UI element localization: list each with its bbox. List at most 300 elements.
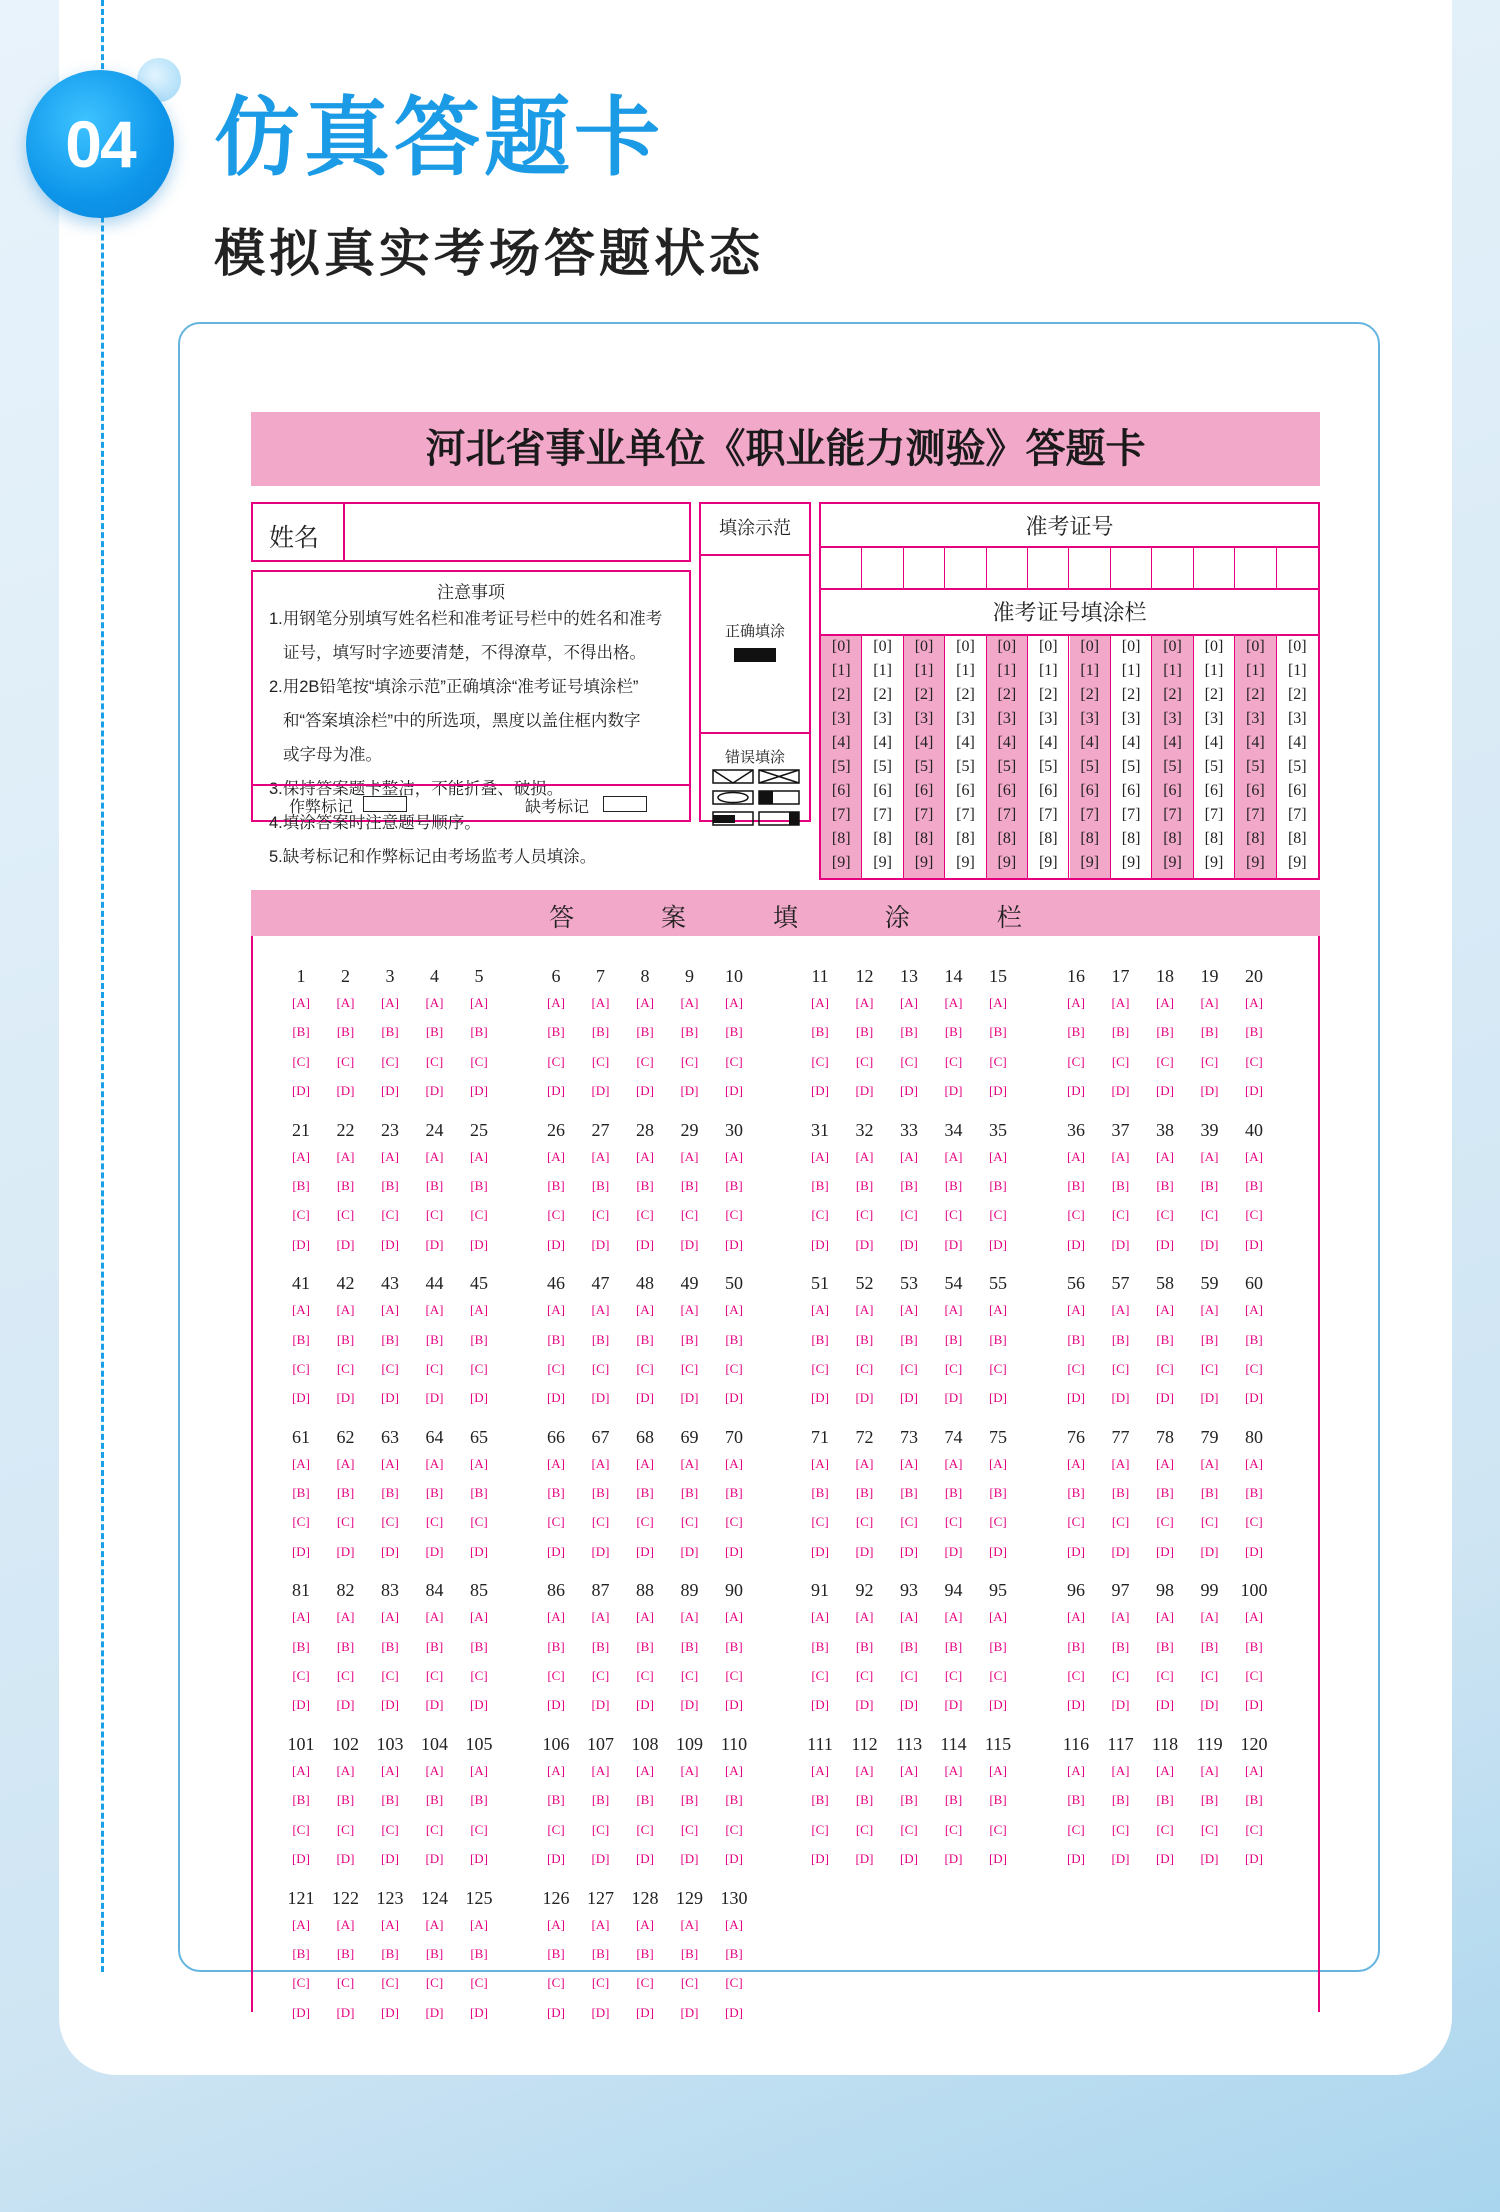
answer-option-bubble[interactable]: [C] — [591, 1360, 610, 1376]
answer-option-bubble[interactable]: [A] — [546, 1763, 566, 1778]
answer-option-bubble[interactable]: [C] — [381, 1207, 399, 1223]
answer-option-bubble[interactable]: [B] — [336, 1638, 355, 1654]
exam-id-bubble[interactable]: [7] — [1204, 806, 1224, 823]
answer-option-bubble[interactable]: [B] — [1067, 1331, 1085, 1347]
exam-id-bubble[interactable]: [0] — [831, 638, 851, 655]
exam-id-bubble[interactable]: [5] — [1287, 758, 1307, 775]
answer-option-bubble[interactable]: [A] — [680, 1455, 699, 1471]
answer-option-bubble[interactable]: [B] — [900, 1792, 918, 1808]
answer-option-bubble[interactable]: [B] — [944, 1177, 963, 1193]
answer-option-bubble[interactable]: [D] — [944, 1850, 963, 1866]
exam-id-bubble[interactable]: [4] — [1287, 734, 1307, 751]
answer-option-bubble[interactable]: [A] — [1111, 1763, 1130, 1778]
exam-id-bubble[interactable]: [9] — [1121, 854, 1141, 871]
answer-option-bubble[interactable]: [B] — [636, 1945, 654, 1961]
answer-option-bubble[interactable]: [D] — [336, 1236, 355, 1252]
exam-id-bubble[interactable]: [8] — [1121, 830, 1141, 847]
exam-id-bubble[interactable]: [0] — [956, 638, 975, 655]
answer-option-bubble[interactable]: [C] — [811, 1668, 829, 1683]
answer-option-bubble[interactable]: [D] — [899, 1390, 919, 1406]
answer-option-bubble[interactable]: [C] — [811, 1207, 829, 1223]
answer-option-bubble[interactable]: [B] — [591, 1638, 610, 1654]
exam-id-bubble[interactable]: [8] — [956, 830, 975, 847]
exam-id-bubble[interactable]: [1] — [914, 662, 934, 679]
answer-option-bubble[interactable]: [C] — [989, 1053, 1007, 1069]
exam-id-digit-cell[interactable] — [821, 548, 862, 588]
answer-option-bubble[interactable]: [C] — [470, 1207, 488, 1223]
answer-option-bubble[interactable]: [A] — [425, 995, 444, 1010]
exam-id-bubble[interactable]: [9] — [1163, 854, 1182, 871]
answer-option-bubble[interactable]: [B] — [1111, 1792, 1130, 1808]
answer-option-bubble[interactable]: [C] — [725, 1668, 743, 1683]
exam-id-bubble[interactable]: [8] — [873, 830, 892, 847]
answer-option-bubble[interactable]: [A] — [336, 1609, 355, 1625]
answer-option-bubble[interactable]: [A] — [899, 1763, 919, 1778]
answer-option-bubble[interactable]: [A] — [635, 1916, 655, 1932]
answer-option-bubble[interactable]: [A] — [855, 1609, 874, 1625]
exam-id-bubble[interactable]: [4] — [831, 734, 851, 751]
answer-option-bubble[interactable]: [A] — [944, 1763, 963, 1778]
answer-option-bubble[interactable]: [D] — [899, 1082, 919, 1098]
exam-id-bubble[interactable]: [0] — [1246, 638, 1265, 655]
answer-option-bubble[interactable]: [A] — [469, 1455, 489, 1471]
answer-option-bubble[interactable]: [C] — [547, 1207, 565, 1223]
answer-option-bubble[interactable]: [D] — [591, 1543, 610, 1559]
answer-option-bubble[interactable]: [C] — [989, 1207, 1007, 1223]
answer-option-bubble[interactable]: [B] — [381, 1485, 399, 1501]
answer-option-bubble[interactable]: [D] — [855, 1850, 874, 1866]
answer-option-bubble[interactable]: [D] — [546, 1697, 566, 1713]
exam-id-bubble[interactable]: [9] — [956, 854, 975, 871]
answer-option-bubble[interactable]: [A] — [724, 995, 744, 1010]
answer-option-bubble[interactable]: [D] — [988, 1082, 1008, 1098]
exam-id-bubble[interactable]: [7] — [1121, 806, 1141, 823]
answer-option-bubble[interactable]: [B] — [680, 1331, 699, 1347]
answer-option-bubble[interactable]: [B] — [547, 1638, 565, 1654]
answer-option-bubble[interactable]: [C] — [1111, 1360, 1130, 1376]
exam-id-bubble[interactable]: [1] — [1287, 662, 1307, 679]
exam-id-bubble[interactable]: [4] — [1121, 734, 1141, 751]
answer-option-bubble[interactable]: [D] — [680, 1082, 699, 1098]
answer-option-bubble[interactable]: [D] — [810, 1543, 830, 1559]
answer-option-bubble[interactable]: [D] — [425, 1390, 444, 1406]
answer-option-bubble[interactable]: [B] — [425, 1024, 444, 1040]
exam-id-bubble[interactable]: [6] — [1038, 782, 1058, 799]
answer-option-bubble[interactable]: [B] — [591, 1792, 610, 1808]
answer-option-bubble[interactable]: [C] — [336, 1821, 355, 1837]
answer-option-bubble[interactable]: [B] — [725, 1024, 743, 1040]
exam-id-bubble[interactable]: [5] — [1080, 758, 1100, 775]
answer-option-bubble[interactable]: [C] — [1067, 1514, 1085, 1530]
answer-option-bubble[interactable]: [C] — [381, 1053, 399, 1069]
answer-option-bubble[interactable]: [D] — [336, 1697, 355, 1713]
answer-option-bubble[interactable]: [A] — [899, 1455, 919, 1471]
answer-option-bubble[interactable]: [B] — [547, 1792, 565, 1808]
answer-option-bubble[interactable]: [C] — [636, 1975, 654, 1991]
answer-option-bubble[interactable]: [C] — [1067, 1360, 1085, 1376]
answer-option-bubble[interactable]: [A] — [1200, 1148, 1219, 1164]
answer-option-bubble[interactable]: [D] — [469, 1390, 489, 1406]
answer-option-bubble[interactable]: [A] — [546, 1609, 566, 1625]
answer-option-bubble[interactable]: [B] — [989, 1485, 1007, 1501]
answer-option-bubble[interactable]: [C] — [1067, 1821, 1085, 1837]
answer-option-bubble[interactable]: [B] — [591, 1177, 610, 1193]
answer-option-bubble[interactable]: [C] — [811, 1360, 829, 1376]
answer-option-bubble[interactable]: [C] — [855, 1514, 874, 1530]
answer-option-bubble[interactable]: [B] — [292, 1331, 310, 1347]
answer-option-bubble[interactable]: [C] — [811, 1514, 829, 1530]
exam-id-bubble[interactable]: [3] — [1038, 710, 1058, 727]
answer-option-bubble[interactable]: [B] — [425, 1945, 444, 1961]
answer-option-bubble[interactable]: [C] — [725, 1821, 743, 1837]
answer-option-bubble[interactable]: [D] — [944, 1236, 963, 1252]
exam-id-bubble[interactable]: [2] — [1246, 686, 1265, 703]
answer-option-bubble[interactable]: [D] — [1111, 1236, 1130, 1252]
exam-id-bubble[interactable]: [6] — [1080, 782, 1100, 799]
answer-option-bubble[interactable]: [A] — [546, 1302, 566, 1318]
answer-option-bubble[interactable]: [C] — [855, 1360, 874, 1376]
name-field[interactable] — [343, 504, 346, 560]
answer-option-bubble[interactable]: [B] — [989, 1177, 1007, 1193]
exam-id-bubble[interactable]: [2] — [1121, 686, 1141, 703]
answer-option-bubble[interactable]: [D] — [380, 1543, 400, 1559]
answer-option-bubble[interactable]: [A] — [1066, 1302, 1086, 1318]
answer-option-bubble[interactable]: [A] — [635, 1763, 655, 1778]
answer-option-bubble[interactable]: [C] — [1200, 1821, 1219, 1837]
answer-option-bubble[interactable]: [D] — [1244, 1697, 1264, 1713]
answer-option-bubble[interactable]: [B] — [811, 1792, 829, 1808]
answer-option-bubble[interactable]: [A] — [336, 1148, 355, 1164]
answer-option-bubble[interactable]: [A] — [336, 1916, 355, 1932]
answer-option-bubble[interactable]: [B] — [292, 1792, 310, 1808]
answer-option-bubble[interactable]: [B] — [811, 1024, 829, 1040]
exam-id-bubble[interactable]: [8] — [1038, 830, 1058, 847]
answer-option-bubble[interactable]: [D] — [591, 1390, 610, 1406]
exam-id-bubble[interactable]: [2] — [956, 686, 975, 703]
exam-id-bubble[interactable]: [5] — [1163, 758, 1182, 775]
answer-option-bubble[interactable]: [A] — [855, 1302, 874, 1318]
answer-option-bubble[interactable]: [B] — [725, 1638, 743, 1654]
answer-option-bubble[interactable]: [B] — [1200, 1792, 1219, 1808]
answer-option-bubble[interactable]: [A] — [635, 995, 655, 1010]
exam-id-bubble[interactable]: [6] — [914, 782, 934, 799]
answer-option-bubble[interactable]: [D] — [988, 1850, 1008, 1866]
answer-option-bubble[interactable]: [A] — [291, 1302, 311, 1318]
answer-option-bubble[interactable]: [D] — [810, 1082, 830, 1098]
answer-option-bubble[interactable]: [D] — [635, 2004, 655, 2020]
exam-id-bubble[interactable]: [1] — [1163, 662, 1182, 679]
answer-option-bubble[interactable]: [B] — [381, 1945, 399, 1961]
answer-option-bubble[interactable]: [A] — [810, 1455, 830, 1471]
answer-option-bubble[interactable]: [A] — [1244, 1455, 1264, 1471]
answer-option-bubble[interactable]: [A] — [591, 1302, 610, 1318]
exam-id-bubble[interactable]: [4] — [997, 734, 1017, 751]
answer-option-bubble[interactable]: [B] — [470, 1177, 488, 1193]
answer-option-bubble[interactable]: [A] — [1066, 995, 1086, 1010]
answer-option-bubble[interactable]: [A] — [291, 1148, 311, 1164]
answer-option-bubble[interactable]: [C] — [547, 1668, 565, 1683]
answer-option-bubble[interactable]: [A] — [988, 1763, 1008, 1778]
answer-option-bubble[interactable]: [A] — [899, 1609, 919, 1625]
answer-option-bubble[interactable]: [A] — [546, 995, 566, 1010]
answer-option-bubble[interactable]: [D] — [724, 2004, 744, 2020]
answer-option-bubble[interactable]: [D] — [1200, 1543, 1219, 1559]
answer-option-bubble[interactable]: [A] — [944, 1302, 963, 1318]
answer-option-bubble[interactable]: [C] — [1156, 1514, 1174, 1530]
answer-option-bubble[interactable]: [D] — [1155, 1236, 1175, 1252]
answer-option-bubble[interactable]: [D] — [469, 1543, 489, 1559]
answer-option-bubble[interactable]: [A] — [1111, 1148, 1130, 1164]
answer-option-bubble[interactable]: [A] — [680, 1302, 699, 1318]
answer-option-bubble[interactable]: [D] — [291, 1697, 311, 1713]
answer-option-bubble[interactable]: [C] — [1245, 1053, 1263, 1069]
answer-option-bubble[interactable]: [A] — [1155, 1763, 1175, 1778]
answer-option-bubble[interactable]: [B] — [944, 1485, 963, 1501]
answer-option-bubble[interactable]: [C] — [636, 1207, 654, 1223]
exam-id-digit-cell[interactable] — [945, 548, 986, 588]
answer-option-bubble[interactable]: [C] — [381, 1360, 399, 1376]
exam-id-bubble[interactable]: [3] — [831, 710, 851, 727]
exam-id-bubble[interactable]: [3] — [873, 710, 892, 727]
answer-option-bubble[interactable]: [A] — [988, 1148, 1008, 1164]
answer-option-bubble[interactable]: [B] — [336, 1945, 355, 1961]
answer-option-bubble[interactable]: [D] — [380, 1236, 400, 1252]
answer-option-bubble[interactable]: [D] — [1200, 1236, 1219, 1252]
answer-option-bubble[interactable]: [A] — [380, 1916, 400, 1932]
exam-id-bubble[interactable]: [9] — [831, 854, 851, 871]
answer-option-bubble[interactable]: [D] — [591, 1850, 610, 1866]
answer-option-bubble[interactable]: [A] — [336, 1302, 355, 1318]
answer-option-bubble[interactable]: [C] — [336, 1514, 355, 1530]
answer-option-bubble[interactable]: [B] — [725, 1485, 743, 1501]
answer-option-bubble[interactable]: [D] — [944, 1543, 963, 1559]
answer-option-bubble[interactable]: [B] — [1200, 1024, 1219, 1040]
answer-option-bubble[interactable]: [C] — [680, 1053, 699, 1069]
answer-option-bubble[interactable]: [A] — [680, 1609, 699, 1625]
answer-option-bubble[interactable]: [A] — [336, 1763, 355, 1778]
answer-option-bubble[interactable]: [C] — [1111, 1514, 1130, 1530]
answer-option-bubble[interactable]: [A] — [425, 1455, 444, 1471]
answer-option-bubble[interactable]: [A] — [1155, 1148, 1175, 1164]
answer-option-bubble[interactable]: [B] — [470, 1024, 488, 1040]
answer-option-bubble[interactable]: [D] — [988, 1543, 1008, 1559]
answer-option-bubble[interactable]: [C] — [1200, 1207, 1219, 1223]
answer-option-bubble[interactable]: [D] — [380, 1697, 400, 1713]
answer-option-bubble[interactable]: [B] — [944, 1331, 963, 1347]
answer-option-bubble[interactable]: [A] — [899, 995, 919, 1010]
answer-option-bubble[interactable]: [C] — [1156, 1053, 1174, 1069]
exam-id-bubble[interactable]: [5] — [1121, 758, 1141, 775]
answer-option-bubble[interactable]: [D] — [855, 1390, 874, 1406]
answer-option-bubble[interactable]: [A] — [855, 1455, 874, 1471]
answer-option-bubble[interactable]: [D] — [810, 1850, 830, 1866]
answer-option-bubble[interactable]: [B] — [900, 1177, 918, 1193]
answer-option-bubble[interactable]: [C] — [944, 1514, 963, 1530]
answer-option-bubble[interactable]: [B] — [1111, 1638, 1130, 1654]
answer-option-bubble[interactable]: [C] — [425, 1975, 444, 1991]
answer-option-bubble[interactable]: [C] — [1245, 1514, 1263, 1530]
answer-option-bubble[interactable]: [B] — [547, 1485, 565, 1501]
exam-id-bubble[interactable]: [5] — [1204, 758, 1224, 775]
answer-option-bubble[interactable]: [A] — [1066, 1455, 1086, 1471]
answer-option-bubble[interactable]: [A] — [944, 1455, 963, 1471]
exam-id-digit-cell[interactable] — [862, 548, 903, 588]
answer-option-bubble[interactable]: [A] — [1244, 1302, 1264, 1318]
exam-id-bubble[interactable]: [1] — [1080, 662, 1100, 679]
answer-option-bubble[interactable]: [D] — [1244, 1850, 1264, 1866]
answer-option-bubble[interactable]: [D] — [724, 1850, 744, 1866]
answer-option-bubble[interactable]: [D] — [635, 1697, 655, 1713]
exam-id-bubble[interactable]: [7] — [914, 806, 934, 823]
answer-option-bubble[interactable]: [A] — [1111, 995, 1130, 1010]
answer-option-bubble[interactable]: [B] — [855, 1485, 874, 1501]
answer-option-bubble[interactable]: [D] — [635, 1082, 655, 1098]
answer-option-bubble[interactable]: [D] — [899, 1850, 919, 1866]
answer-option-bubble[interactable]: [A] — [1066, 1609, 1086, 1625]
answer-option-bubble[interactable]: [D] — [988, 1390, 1008, 1406]
answer-option-bubble[interactable]: [B] — [811, 1638, 829, 1654]
answer-option-bubble[interactable]: [C] — [292, 1207, 310, 1223]
answer-option-bubble[interactable]: [D] — [1155, 1697, 1175, 1713]
answer-option-bubble[interactable]: [A] — [855, 1148, 874, 1164]
answer-option-bubble[interactable]: [C] — [900, 1514, 918, 1530]
answer-option-bubble[interactable]: [D] — [1244, 1543, 1264, 1559]
answer-option-bubble[interactable]: [D] — [724, 1082, 744, 1098]
answer-option-bubble[interactable]: [B] — [470, 1792, 488, 1808]
answer-option-bubble[interactable]: [A] — [1155, 1609, 1175, 1625]
answer-option-bubble[interactable]: [A] — [380, 1455, 400, 1471]
answer-option-bubble[interactable]: [C] — [636, 1821, 654, 1837]
answer-option-bubble[interactable]: [C] — [989, 1821, 1007, 1837]
exam-id-bubble[interactable]: [9] — [1038, 854, 1058, 871]
answer-option-bubble[interactable]: [C] — [944, 1821, 963, 1837]
answer-option-bubble[interactable]: [B] — [811, 1177, 829, 1193]
answer-option-bubble[interactable]: [C] — [547, 1053, 565, 1069]
answer-option-bubble[interactable]: [A] — [469, 1609, 489, 1625]
exam-id-bubble[interactable]: [2] — [914, 686, 934, 703]
answer-option-bubble[interactable]: [A] — [1111, 1455, 1130, 1471]
answer-option-bubble[interactable]: [B] — [1156, 1177, 1174, 1193]
answer-option-bubble[interactable]: [A] — [810, 1302, 830, 1318]
answer-option-bubble[interactable]: [A] — [680, 1148, 699, 1164]
exam-id-bubble[interactable]: [2] — [1204, 686, 1224, 703]
answer-option-bubble[interactable]: [C] — [989, 1360, 1007, 1376]
exam-id-bubble[interactable]: [7] — [1038, 806, 1058, 823]
answer-option-bubble[interactable]: [D] — [1111, 1543, 1130, 1559]
answer-option-bubble[interactable]: [C] — [591, 1207, 610, 1223]
answer-option-bubble[interactable]: [A] — [546, 1916, 566, 1932]
answer-option-bubble[interactable]: [C] — [1111, 1821, 1130, 1837]
answer-option-bubble[interactable]: [C] — [336, 1360, 355, 1376]
answer-option-bubble[interactable]: [D] — [724, 1543, 744, 1559]
answer-option-bubble[interactable]: [C] — [591, 1821, 610, 1837]
exam-id-bubble[interactable]: [6] — [997, 782, 1017, 799]
exam-id-bubble[interactable]: [6] — [956, 782, 975, 799]
exam-id-bubble[interactable]: [3] — [1287, 710, 1307, 727]
exam-id-bubble[interactable]: [2] — [873, 686, 892, 703]
answer-option-bubble[interactable]: [A] — [1200, 1609, 1219, 1625]
answer-option-bubble[interactable]: [D] — [680, 1850, 699, 1866]
answer-option-bubble[interactable]: [A] — [988, 1302, 1008, 1318]
answer-option-bubble[interactable]: [A] — [944, 1609, 963, 1625]
answer-option-bubble[interactable]: [C] — [900, 1668, 918, 1683]
answer-option-bubble[interactable]: [D] — [425, 1543, 444, 1559]
exam-id-bubble[interactable]: [7] — [831, 806, 851, 823]
answer-option-bubble[interactable]: [C] — [1111, 1668, 1130, 1683]
exam-id-digit-cell[interactable] — [1277, 548, 1318, 588]
answer-option-bubble[interactable]: [D] — [1066, 1850, 1086, 1866]
answer-option-bubble[interactable]: [B] — [900, 1331, 918, 1347]
exam-id-bubble[interactable]: [1] — [873, 662, 892, 679]
answer-option-bubble[interactable]: [D] — [1155, 1543, 1175, 1559]
answer-option-bubble[interactable]: [B] — [1067, 1177, 1085, 1193]
answer-option-bubble[interactable]: [A] — [1155, 1302, 1175, 1318]
answer-option-bubble[interactable]: [C] — [381, 1514, 399, 1530]
answer-option-bubble[interactable]: [B] — [292, 1485, 310, 1501]
answer-option-bubble[interactable]: [C] — [591, 1514, 610, 1530]
answer-option-bubble[interactable]: [C] — [470, 1821, 488, 1837]
exam-id-bubble[interactable]: [5] — [997, 758, 1017, 775]
answer-option-bubble[interactable]: [A] — [591, 1763, 610, 1778]
exam-id-bubble[interactable]: [4] — [956, 734, 975, 751]
answer-option-bubble[interactable]: [D] — [810, 1390, 830, 1406]
exam-id-bubble[interactable]: [0] — [1038, 638, 1058, 655]
answer-option-bubble[interactable]: [D] — [380, 1850, 400, 1866]
exam-id-digit-cell[interactable] — [1111, 548, 1152, 588]
answer-option-bubble[interactable]: [D] — [425, 1850, 444, 1866]
answer-option-bubble[interactable]: [D] — [1155, 1082, 1175, 1098]
answer-option-bubble[interactable]: [D] — [988, 1697, 1008, 1713]
answer-option-bubble[interactable]: [C] — [425, 1360, 444, 1376]
answer-option-bubble[interactable]: [B] — [989, 1024, 1007, 1040]
answer-option-bubble[interactable]: [D] — [1244, 1082, 1264, 1098]
answer-option-bubble[interactable]: [C] — [944, 1207, 963, 1223]
exam-id-bubble[interactable]: [8] — [1246, 830, 1265, 847]
exam-id-bubble[interactable]: [9] — [1080, 854, 1100, 871]
answer-option-bubble[interactable]: [C] — [292, 1514, 310, 1530]
answer-option-bubble[interactable]: [C] — [470, 1668, 488, 1683]
answer-option-bubble[interactable]: [B] — [725, 1331, 743, 1347]
answer-option-bubble[interactable]: [B] — [900, 1638, 918, 1654]
cheat-mark-box[interactable] — [363, 796, 407, 812]
answer-option-bubble[interactable]: [D] — [724, 1390, 744, 1406]
exam-id-bubble[interactable]: [3] — [956, 710, 975, 727]
answer-option-bubble[interactable]: [B] — [1200, 1485, 1219, 1501]
answer-option-bubble[interactable]: [A] — [680, 1916, 699, 1932]
answer-option-bubble[interactable]: [C] — [336, 1668, 355, 1683]
absent-mark-box[interactable] — [603, 796, 647, 812]
exam-id-bubble[interactable]: [3] — [914, 710, 934, 727]
answer-option-bubble[interactable]: [C] — [470, 1514, 488, 1530]
answer-option-bubble[interactable]: [D] — [724, 1697, 744, 1713]
answer-option-bubble[interactable]: [D] — [425, 1082, 444, 1098]
exam-id-bubble[interactable]: [9] — [1287, 854, 1307, 871]
answer-option-bubble[interactable]: [B] — [855, 1024, 874, 1040]
answer-option-bubble[interactable]: [D] — [591, 2004, 610, 2020]
answer-option-bubble[interactable]: [B] — [1111, 1331, 1130, 1347]
answer-option-bubble[interactable]: [C] — [811, 1821, 829, 1837]
answer-option-bubble[interactable]: [B] — [591, 1945, 610, 1961]
answer-option-bubble[interactable]: [C] — [680, 1668, 699, 1683]
answer-option-bubble[interactable]: [D] — [944, 1390, 963, 1406]
answer-option-bubble[interactable]: [C] — [381, 1821, 399, 1837]
answer-option-bubble[interactable]: [D] — [291, 1543, 311, 1559]
exam-id-bubble[interactable]: [3] — [1246, 710, 1265, 727]
answer-option-bubble[interactable]: [B] — [811, 1331, 829, 1347]
exam-id-bubble[interactable]: [8] — [914, 830, 934, 847]
answer-option-bubble[interactable]: [D] — [425, 1236, 444, 1252]
answer-option-bubble[interactable]: [A] — [1111, 1609, 1130, 1625]
